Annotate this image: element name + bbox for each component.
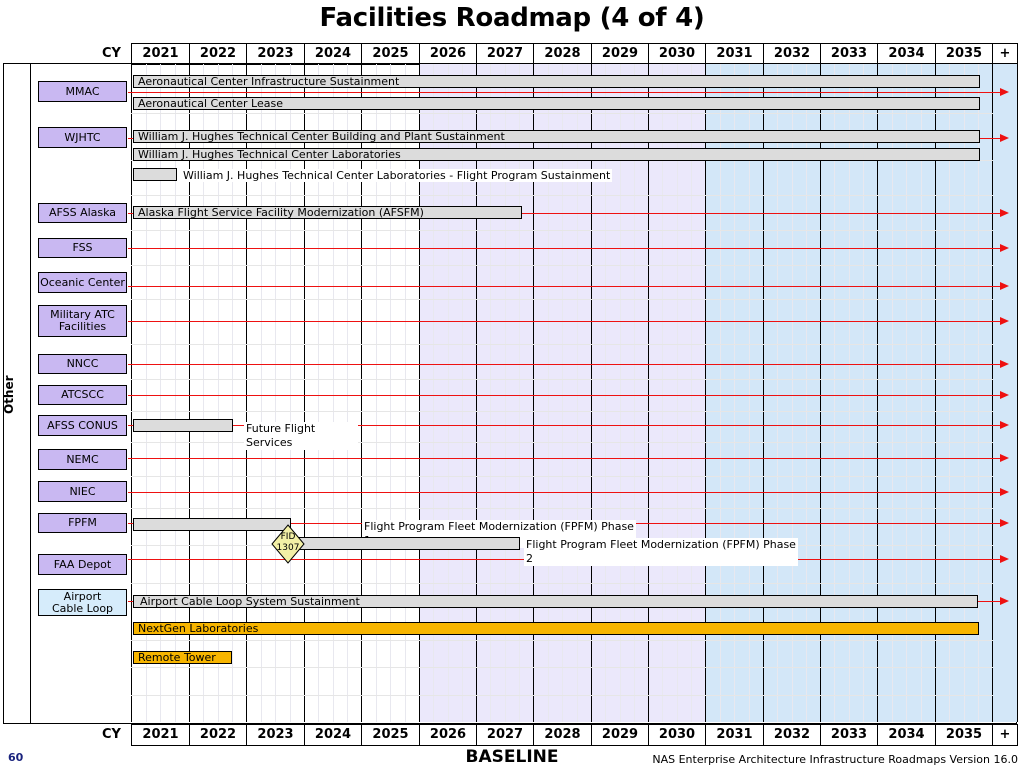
arrow-niec-line	[128, 492, 1000, 493]
year-top-2032: 2032	[763, 43, 821, 65]
bar-fpfm-phase-2-label: Flight Program Fleet Modernization (FPFM) Phase 2	[524, 538, 798, 566]
year-bottom-2024: 2024	[304, 724, 362, 746]
arrow-airport-cable-arrowhead-icon	[1000, 597, 1009, 605]
bar-wj-labs: William J. Hughes Technical Center Laboratories	[133, 148, 980, 161]
row-gridline	[131, 695, 993, 696]
year-gridline	[992, 64, 993, 722]
arrow-atcscc-arrowhead-icon	[1000, 391, 1009, 399]
row-gridline	[131, 583, 993, 584]
year-top-2026: 2026	[419, 43, 477, 65]
bar-future-flight	[133, 419, 233, 432]
bar-ac-lease: Aeronautical Center Lease	[133, 97, 980, 110]
year-top-2028: 2028	[533, 43, 592, 65]
year-top-2025: 2025	[361, 43, 420, 65]
year-bottom-2022: 2022	[189, 724, 247, 746]
bar-nextgen-labs: NextGen Laboratories	[133, 622, 979, 635]
year-top-2034: 2034	[877, 43, 936, 65]
bar-wj-flight-program	[133, 168, 177, 181]
arrow-wjhtc-arrowhead-icon	[1000, 134, 1009, 142]
bar-airport-cable: Airport Cable Loop System Sustainment	[133, 595, 978, 608]
year-bottom-2031: 2031	[705, 724, 764, 746]
year-bottom-2029: 2029	[591, 724, 649, 746]
row-label-fss: FSS	[38, 238, 127, 258]
year-top-2033: 2033	[820, 43, 878, 65]
row-gridline	[131, 265, 993, 266]
year-bottom-2023: 2023	[246, 724, 305, 746]
arrow-nemc-line	[128, 458, 1000, 459]
arrow-afss-alaska-arrowhead-icon	[1000, 209, 1009, 217]
arrow-mmac-arrowhead-icon	[1000, 88, 1009, 96]
year-bottom-2026: 2026	[419, 724, 477, 746]
year-bottom-2027: 2027	[476, 724, 534, 746]
year-top-2022: 2022	[189, 43, 247, 65]
row-label-oceanic-center: Oceanic Center	[38, 272, 127, 293]
row-label-mmac: MMAC	[38, 81, 127, 102]
page-number: 60	[8, 751, 24, 764]
row-label-niec: NIEC	[38, 481, 127, 502]
row-gridline	[131, 230, 993, 231]
label-column-divider	[30, 63, 31, 724]
bar-wj-flight-program-label: William J. Hughes Technical Center Laboratories - Flight Program Sustainment	[183, 169, 611, 182]
year-top-2024: 2024	[304, 43, 362, 65]
year-bottom-2025: 2025	[361, 724, 420, 746]
year-gridline	[1017, 64, 1018, 722]
year-top-2035: 2035	[935, 43, 993, 65]
year-top-2027: 2027	[476, 43, 534, 65]
arrow-niec-arrowhead-icon	[1000, 488, 1009, 496]
row-gridline	[131, 113, 993, 114]
year-bottom-2032: 2032	[763, 724, 821, 746]
arrow-nemc-arrowhead-icon	[1000, 454, 1009, 462]
year-top-2021: 2021	[131, 43, 190, 65]
row-gridline	[131, 411, 993, 412]
arrow-oceanic-arrowhead-icon	[1000, 282, 1009, 290]
row-label-faa-depot: FAA Depot	[38, 554, 127, 575]
footer-version: NAS Enterprise Architecture Infrastructure Roadmaps Version 16.0	[652, 753, 1018, 766]
page-title: Facilities Roadmap (4 of 4)	[319, 3, 705, 33]
arrow-fpfm-arrowhead-icon	[1000, 519, 1009, 527]
arrow-nncc-line	[128, 364, 1000, 365]
year-top-2031: 2031	[705, 43, 764, 65]
year-top-plus: +	[992, 43, 1018, 65]
year-bottom-2034: 2034	[877, 724, 936, 746]
arrow-afss-conus-arrowhead-icon	[1000, 421, 1009, 429]
row-label-wjhtc: WJHTC	[38, 127, 127, 148]
bar-fpfm-phase-1	[133, 518, 291, 531]
year-bottom-2033: 2033	[820, 724, 878, 746]
year-bottom-2021: 2021	[131, 724, 190, 746]
arrow-oceanic-line	[128, 286, 1000, 287]
bar-wj-building: William J. Hughes Technical Center Building and Plant Sustainment	[133, 130, 980, 143]
row-label-atcscc: ATCSCC	[38, 385, 127, 405]
row-gridline	[131, 508, 993, 509]
year-bottom-2028: 2028	[533, 724, 592, 746]
arrow-mmac-line	[128, 92, 1000, 93]
milestone-fid-1307	[271, 524, 305, 564]
year-bottom-2035: 2035	[935, 724, 993, 746]
arrow-military-arrowhead-icon	[1000, 317, 1009, 325]
row-label-afss-alaska: AFSS Alaska	[38, 203, 127, 223]
arrow-faa-depot-arrowhead-icon	[1000, 555, 1009, 563]
row-gridline	[131, 379, 993, 380]
year-bottom-2030: 2030	[648, 724, 706, 746]
bar-ac-infrastructure: Aeronautical Center Infrastructure Sustainment	[133, 75, 980, 88]
arrow-atcscc-line	[128, 395, 1000, 396]
row-label-nemc: NEMC	[38, 449, 127, 470]
year-gridline	[131, 64, 132, 722]
row-label-fpfm: FPFM	[38, 513, 127, 533]
arrow-fss-line	[128, 248, 1000, 249]
row-gridline	[131, 667, 993, 668]
row-label-airport-cable-loop: Airport Cable Loop	[38, 589, 127, 616]
year-bottom-plus: +	[992, 724, 1018, 746]
year-top-2029: 2029	[591, 43, 649, 65]
row-gridline	[131, 195, 993, 196]
year-top-2023: 2023	[246, 43, 305, 65]
row-label-afss-conus: AFSS CONUS	[38, 415, 127, 436]
arrow-military-line	[128, 321, 1000, 322]
bar-fpfm-phase-1-label: Flight Program Fleet Modernization (FPFM) Phase	[362, 520, 636, 548]
milestone-label: FID 1307	[276, 532, 300, 553]
arrow-fss-arrowhead-icon	[1000, 244, 1009, 252]
row-gridline	[131, 299, 993, 300]
year-top-2030: 2030	[648, 43, 706, 65]
row-gridline	[131, 640, 993, 641]
arrow-nncc-arrowhead-icon	[1000, 360, 1009, 368]
cy-label-top: CY	[102, 46, 121, 61]
baseline-label: BASELINE	[465, 747, 559, 767]
row-gridline	[131, 344, 993, 345]
bar-afsfm: Alaska Flight Service Facility Modernization (AFSFM)	[133, 206, 522, 219]
bar-remote-tower: Remote Tower	[133, 651, 232, 664]
row-label-military-atc: Military ATC Facilities	[38, 305, 127, 337]
bar-future-flight-label: Future Flight Services	[244, 422, 358, 450]
cy-label-bottom: CY	[102, 727, 121, 742]
side-label-other: Other	[2, 375, 16, 415]
bar-fpfm-phase-2	[291, 537, 520, 550]
row-gridline	[131, 476, 993, 477]
row-label-nncc: NNCC	[38, 354, 127, 374]
